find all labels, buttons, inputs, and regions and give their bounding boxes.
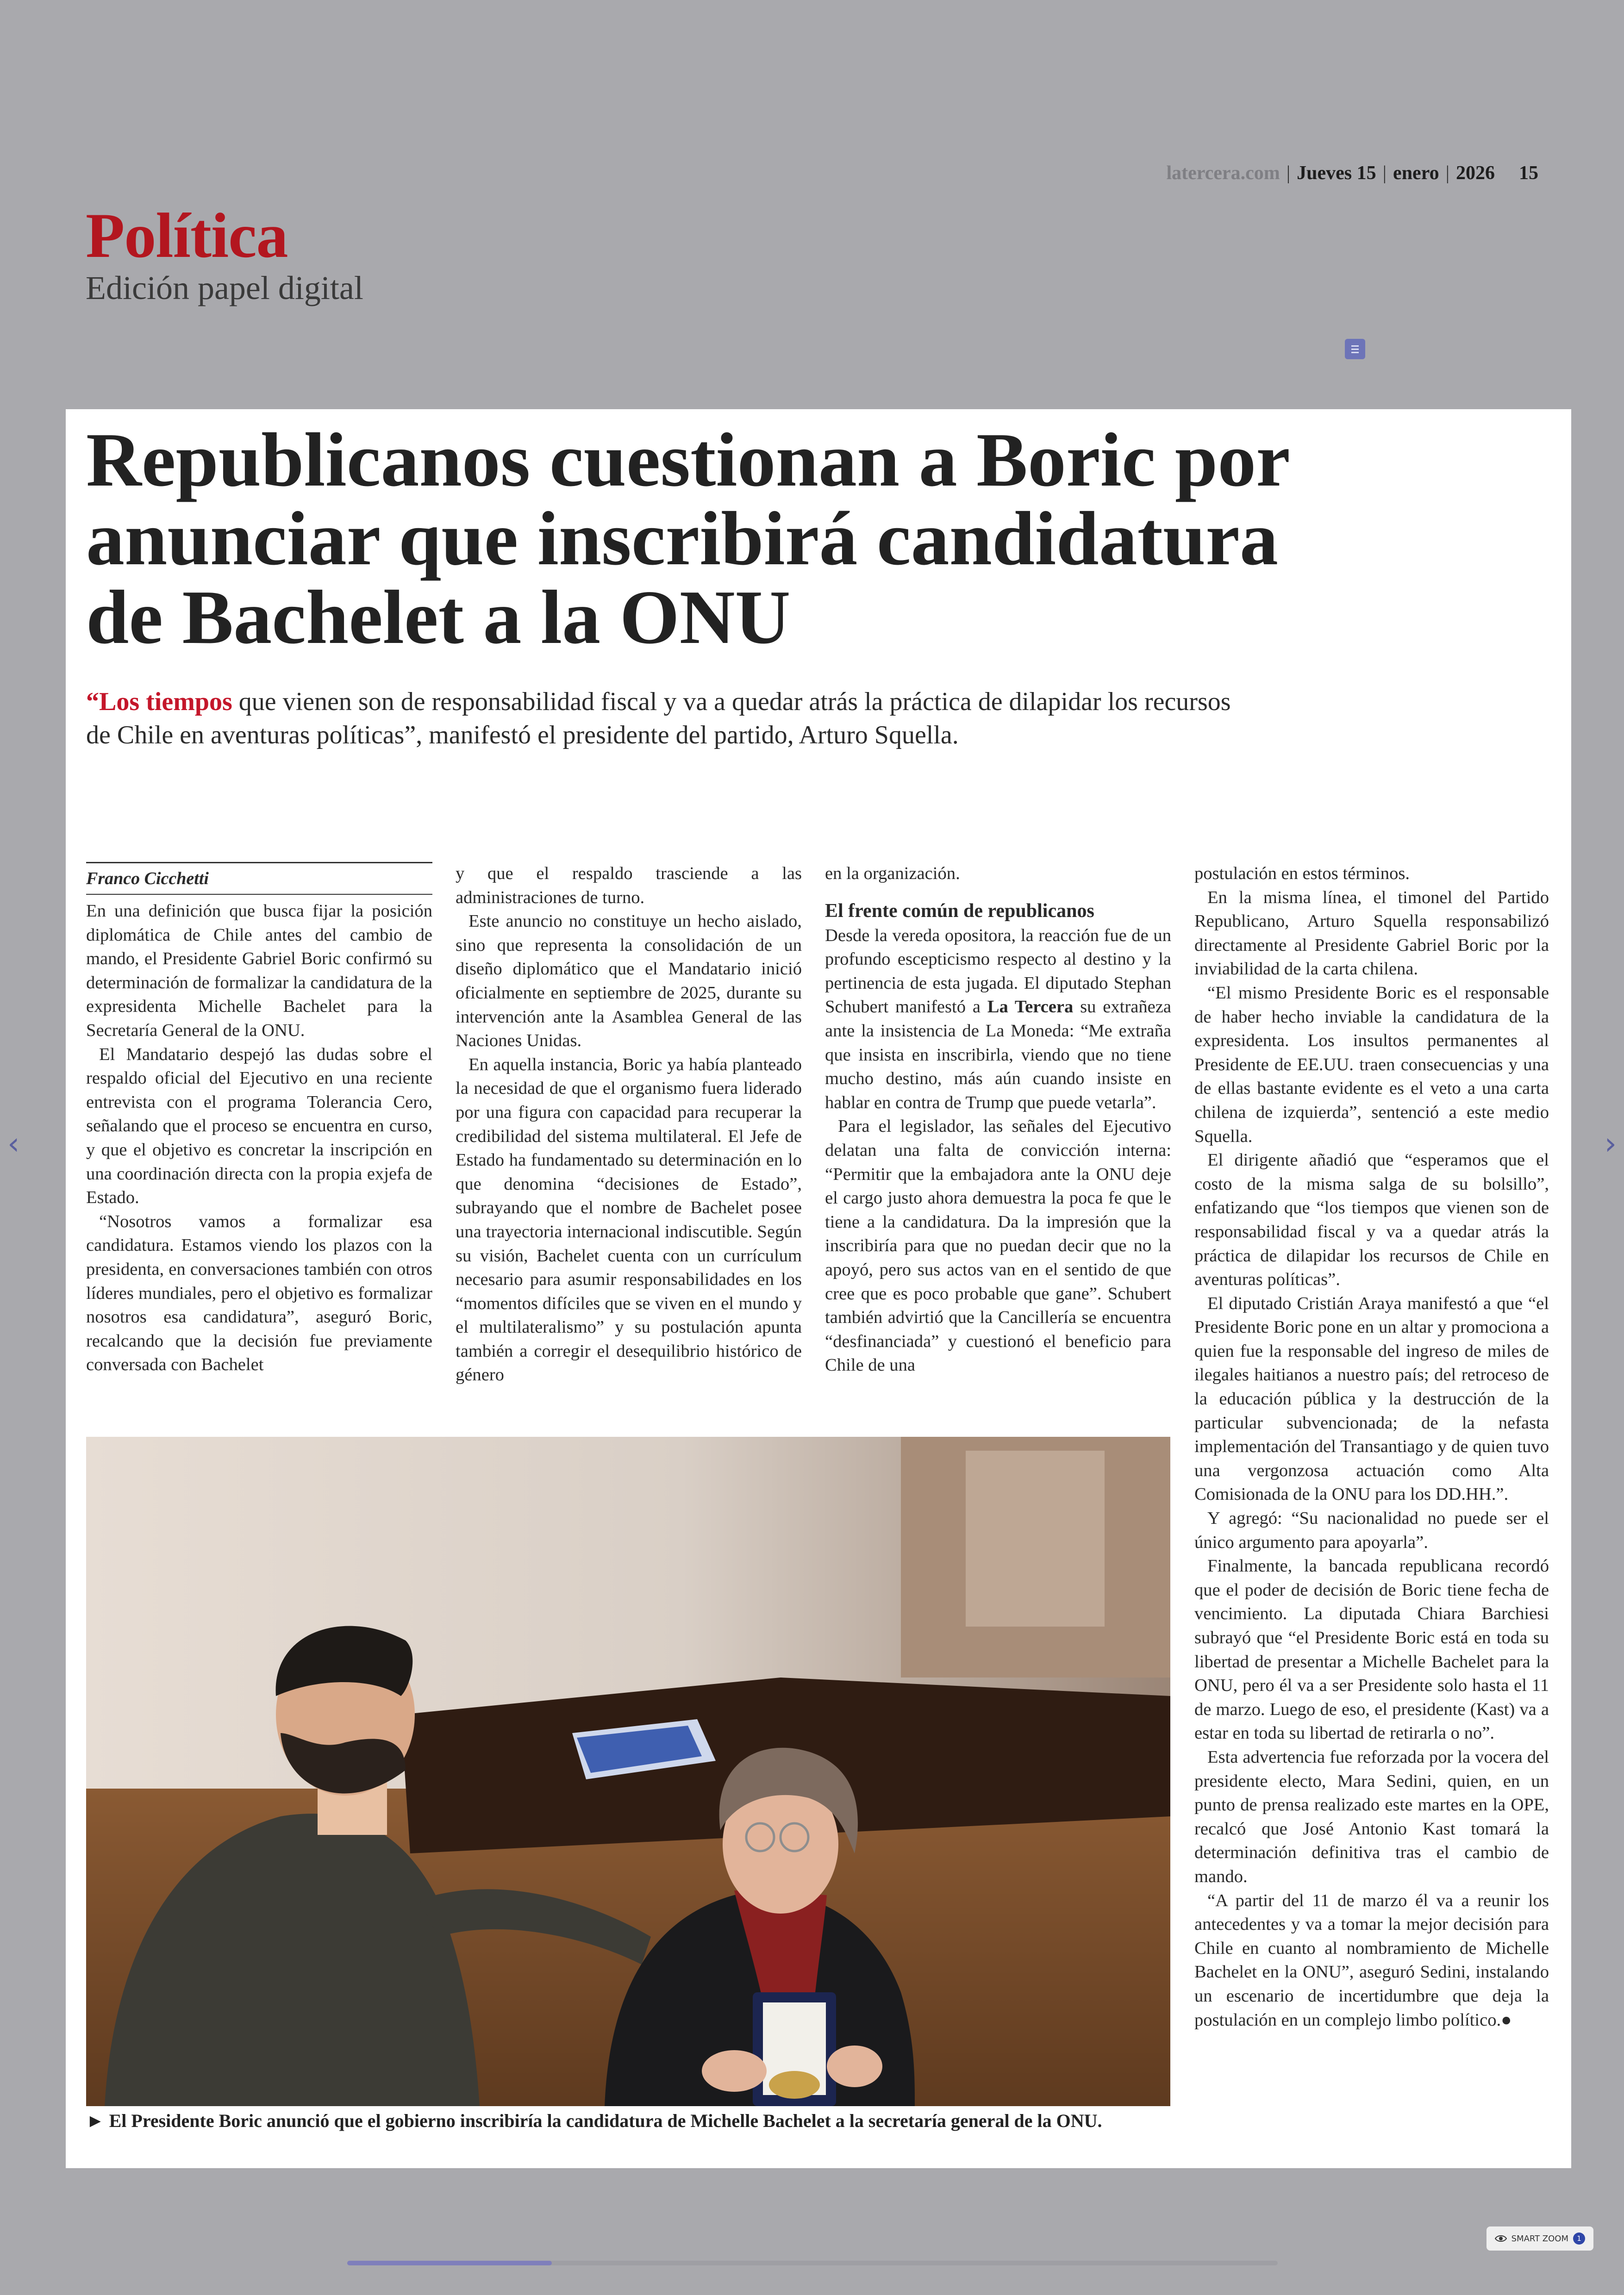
column-2 [456,862,802,1387]
separator: | [1445,162,1449,184]
section-header [86,200,363,306]
smart-zoom-label: SMART ZOOM [1511,2233,1568,2244]
month: enero [1393,162,1439,184]
paragraph: Finalmente, la bancada republicana recordó que el poder de decisión de Boric tiene fecha de vencimiento. La diputada Chiara Barchiesi subrayó que “el Presidente Boric está en toda su libertad de presentar a Michelle Bachelet para la ONU, pero él va a ser Presidente solo hasta el 11 de marzo. Luego de eso, el presidente (Kast) va a estar en toda su libertad de retirarla o no”. [1194,1556,1549,1743]
paragraph: Para el legislador, las señales del Ejecutivo delatan una falta de convicción interna: “Permitir que la embajadora ante la ONU deje el cargo justo ahora demuestra la poca fe que le tiene a la candidatura. Da la impresión que la inscribiría para que no puedan decir que no la apoyó, pero sus actos van en el sentido de que cree que es poco probable que gane”. Schubert también advirtió que la Cancillería se encuentra “desfinanciada” y cuestionó el beneficio para Chile de una [825,1116,1171,1375]
smart-zoom-badge: 1 [1573,2233,1585,2245]
paragraph: En aquella instancia, Boric ya había planteado la necesidad de que el organismo fuera liderado por una figura con capacidad para recuperar la credibilidad del sistema multilateral. El Jefe de Estado ha fundamentado su determinación en lo que denomina “decisiones de Estado”, subrayando que el nombre de Bachelet posee una trayectoria internacional indiscutible. Según su visión, Bachelet cuenta con un currículum necesario para asumir responsabilidades en los “momentos difíciles que se viven en el mundo y el multilateralismo” y su postulación apunta también a corregir el desequilibrio histórico de género [456,1054,802,1385]
year: 2026 [1456,162,1495,184]
paragraph: en la organización. [825,864,960,883]
paragraph: postulación en estos términos. [1194,864,1410,883]
section-subtitle: Edición papel digital [86,269,363,306]
publication-name: La Tercera [987,997,1074,1017]
page-number: 15 [1519,162,1538,184]
paragraph: Este anuncio no constituye un hecho aislado, sino que representa la consolidación de un diseño diplomático que el Mandatario inició oficialmente en septiembre de 2025, durante su intervención ante la Asamblea General de las Naciones Unidas. [456,911,802,1051]
newspaper-page [66,409,1571,2168]
paragraph: Y agregó: “Su nacionalidad no puede ser el único argumento para apoyarla”. [1194,1509,1549,1552]
article-photo[interactable] [86,1437,1170,2106]
photo-caption: ► El Presidente Boric anunció que el gobierno inscribiría la candidatura de Michelle Bachelet a la secretaría general de la ONU. [86,2110,1102,2131]
paragraph: “El mismo Presidente Boric es el responsable de haber hecho inviable la candidatura de la expresidenta. Los insultos permanentes al Presidente de EE.UU. traen consecuencias y una de ellas bastante evidente es el veto a una carta chilena de izquierda”, sentenció a este medio Squella. [1194,983,1549,1146]
site-name[interactable]: latercera.com [1166,162,1280,184]
paragraph: Esta advertencia fue reforzada por la vocera del presidente electo, Mara Sedini, quien, en un punto de prensa realizado este martes en la OPE, recalcó que José Antonio Kast tomará la determinación definitiva tras el cambio de mando. [1194,1747,1549,1886]
separator: | [1286,162,1291,184]
deck-accent: “Los tiempos [86,687,232,716]
deck-text: que vienen son de responsabilidad fiscal y va a quedar atrás la práctica de dilapidar los recursos de Chile en aventuras políticas”, manifestó el presidente del partido, Arturo Squella. [86,687,1231,749]
paragraph: “Nosotros vamos a formalizar esa candidatura. Estamos viendo los plazos con la presidenta, en conversaciones también con otros líderes mundiales, pero el objetivo es formalizar nosotros esa candidatura”, aseguró Boric, recalcando que la decisión fue previamente conversada con Bachelet [86,1211,432,1375]
weekday: Jueves 15 [1297,162,1376,184]
paragraph: El dirigente añadió que “esperamos que el costo de la misma salga de su bolsillo”, enfatizando que “los tiempos que vienen son de responsabilidad fiscal y va a quedar atrás la práctica de dilapidar los recursos de Chile en aventuras políticas”. [1194,1150,1549,1290]
paragraph: y que el respaldo trasciende a las administraciones de turno. [456,864,802,907]
paragraph: El diputado Cristián Araya manifestó a que “el Presidente Boric pone en un altar y promociona a quien fue la responsable del ingreso de miles de ilegales haitianos a nuestro país; del retroceso de la educación pública y la destrucción de la particular subvencionada; de la nefasta implementación del Transantiago y de quien tuvo una vergonzosa actuación como Alta Comisionada de la ONU para los DD.HH.”. [1194,1293,1549,1504]
paragraph: En una definición que busca fijar la posición diplomática de Chile antes del cambio de mando, el Presidente Gabriel Boric confirmó su determinación de formalizar la candidatura de la expresidenta Michelle Bachelet para la Secretaría General de la ONU. [86,901,432,1040]
eye-icon [1495,2234,1507,2243]
paragraph: El Mandatario despejó las dudas sobre el respaldo oficial del Ejecutivo en una reciente entrevista con el programa Tolerancia Cero, señalando que el proceso se encuentra en curso, y que el objetivo es concretar la inscripción en una coordinación directa con la propia exjefa de Estado. [86,1044,432,1208]
column-1 [86,862,432,1377]
chevron-left-icon[interactable]: ‹ [7,1126,20,1161]
headline: Republicanos cuestionan a Boric por anunciar que inscribirá candidatura de Bachelet a la ONU [86,417,1289,660]
smart-zoom-button[interactable] [1487,2226,1593,2251]
chevron-right-icon[interactable]: › [1604,1126,1617,1161]
separator: | [1382,162,1387,184]
subheading: El frente común de republicanos [825,900,1094,922]
date-bar [1166,162,1538,184]
progress-fill [347,2261,552,2265]
deck [86,685,1243,752]
paragraph: Desde la vereda opositora, la reacción fue de un profundo escepticismo respecto al destino y la pertinencia de esta jugada. El diputado Stephan Schubert manifestó a La Tercera su extrañeza ante la insistencia de La Moneda: “Me extraña que insista en inscribirla, viendo que no tiene mucho destino, más aún cuando insiste en hablar en contra de Trump que puede vetarla”. [825,925,1171,1112]
byline: Franco Cicchetti [86,862,432,895]
progress-bar[interactable] [347,2261,1278,2265]
menu-icon[interactable] [1345,339,1365,359]
column-4 [1194,862,1549,2032]
column-3 [825,862,1171,1378]
paragraph: En la misma línea, el timonel del Partido Republicano, Arturo Squella responsabilizó directamente al Presidente Gabriel Boric por la inviabilidad de la carta chilena. [1194,887,1549,979]
paragraph: “A partir del 11 de marzo él va a reunir los antecedentes y va a tomar la mejor decisión para Chile en cuanto al nombramiento de Michelle Bachelet en la ONU”, aseguró Sedini, instalando un escenario de incertidumbre que deja la postulación en un complejo limbo político.● [1194,1890,1549,2030]
section-title: Política [86,200,288,271]
